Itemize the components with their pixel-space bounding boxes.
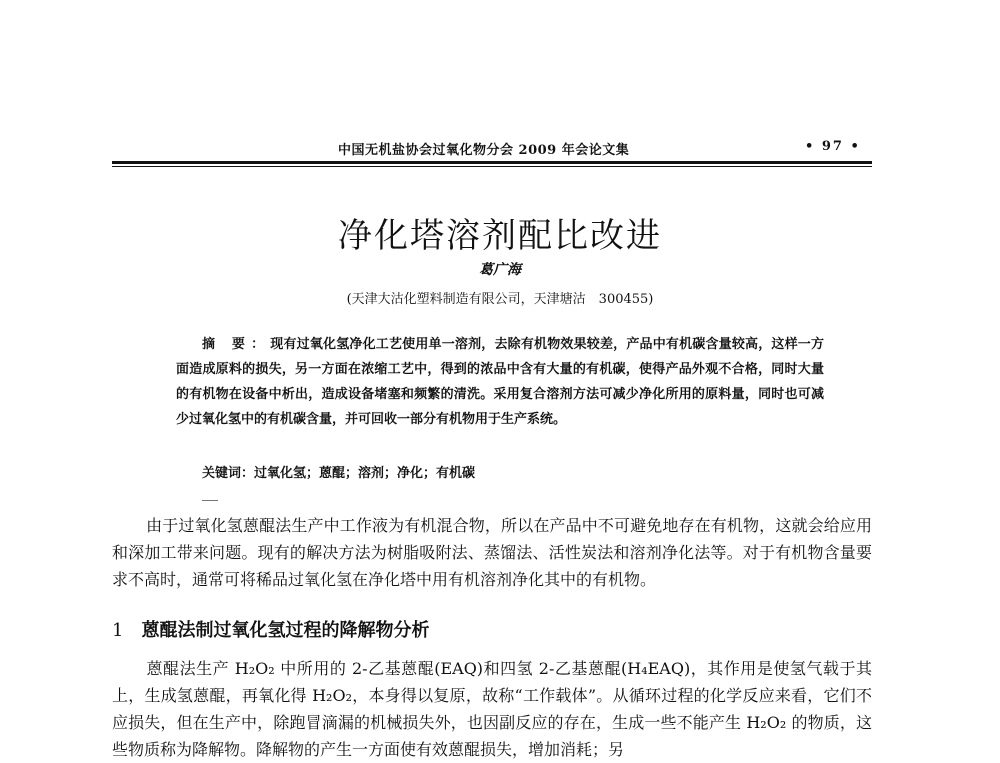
keywords: [202, 462, 475, 481]
abstract-separator: [202, 500, 218, 501]
author-name: 葛广海: [479, 262, 521, 278]
body-paragraph-2: [112, 655, 872, 763]
body-paragraph-1-text: 由于过氧化氢蒽醌法生产中工作液为有机混合物，所以在产品中不可避免地存在有机物，这就会给应用和深加工带来问题。现有的解决方法为树脂吸附法、蒸馏法、活性炭法和溶剂净化法等。对于有机物含量要求不高时，通常可将稀品过氧化氢在净化塔中用有机溶剂净化其中的有机物。: [112, 516, 872, 589]
author-affiliation: (天津大沽化塑料制造有限公司，天津塘沽 300455): [346, 292, 654, 307]
keywords-text: 过氧化氢；蒽醌；溶剂；净化；有机碳: [254, 466, 476, 481]
section-number: 1: [112, 620, 124, 641]
article-title: 净化塔溶剂配比改进: [338, 216, 662, 256]
abstract-text: 现有过氧化氢净化工艺使用单一溶剂，去除有机物效果较差，产品中有机碳含量较高，这样一方面造成原料的损失，另一方面在浓缩工艺中，得到的浓品中含有大量的有机碳，使得产品外观不合格，同时大量的有机物在设备中析出，造成设备堵塞和频繁的清洗。采用复合溶剂方法可减少净化所用的原料量，同时也可减少过氧化氢中的有机碳含量，并可回收一部分有机物用于生产系统。: [176, 337, 824, 427]
abstract: [176, 332, 824, 432]
section-title: 蒽醌法制过氧化氢过程的降解物分析: [141, 620, 430, 641]
header-rule-thin: [112, 166, 872, 167]
section-heading-1: [112, 616, 429, 642]
abstract-label: 摘 要：: [202, 337, 271, 352]
running-head: 中国无机盐协会过氧化物分会 2009 年会论文集: [338, 143, 630, 158]
body-paragraph-2-text: 蒽醌法生产 H₂O₂ 中所用的 2-乙基蒽醌(EAQ)和四氢 2-乙基蒽醌(H₄EAQ)，其作用是使氢气载于其上，生成氢蒽醌，再氧化得 H₂O₂，本身得以复原，故称“工作载体”。从循环过程的化学反应来看，它们不应损失，但在生产中，除跑冒滴漏的机械损失外，也因副反应的存在，生成一些不能产生 H₂O₂ 的物质，这些物质称为降解物。降解物的产生一方面使有效蒽醌损失，增加消耗；另: [112, 659, 872, 759]
body-paragraph-1: [112, 512, 872, 593]
keywords-label: 关键词：: [202, 466, 255, 481]
header-rule-thick: [112, 161, 872, 164]
page-number: • 97 •: [805, 139, 861, 154]
